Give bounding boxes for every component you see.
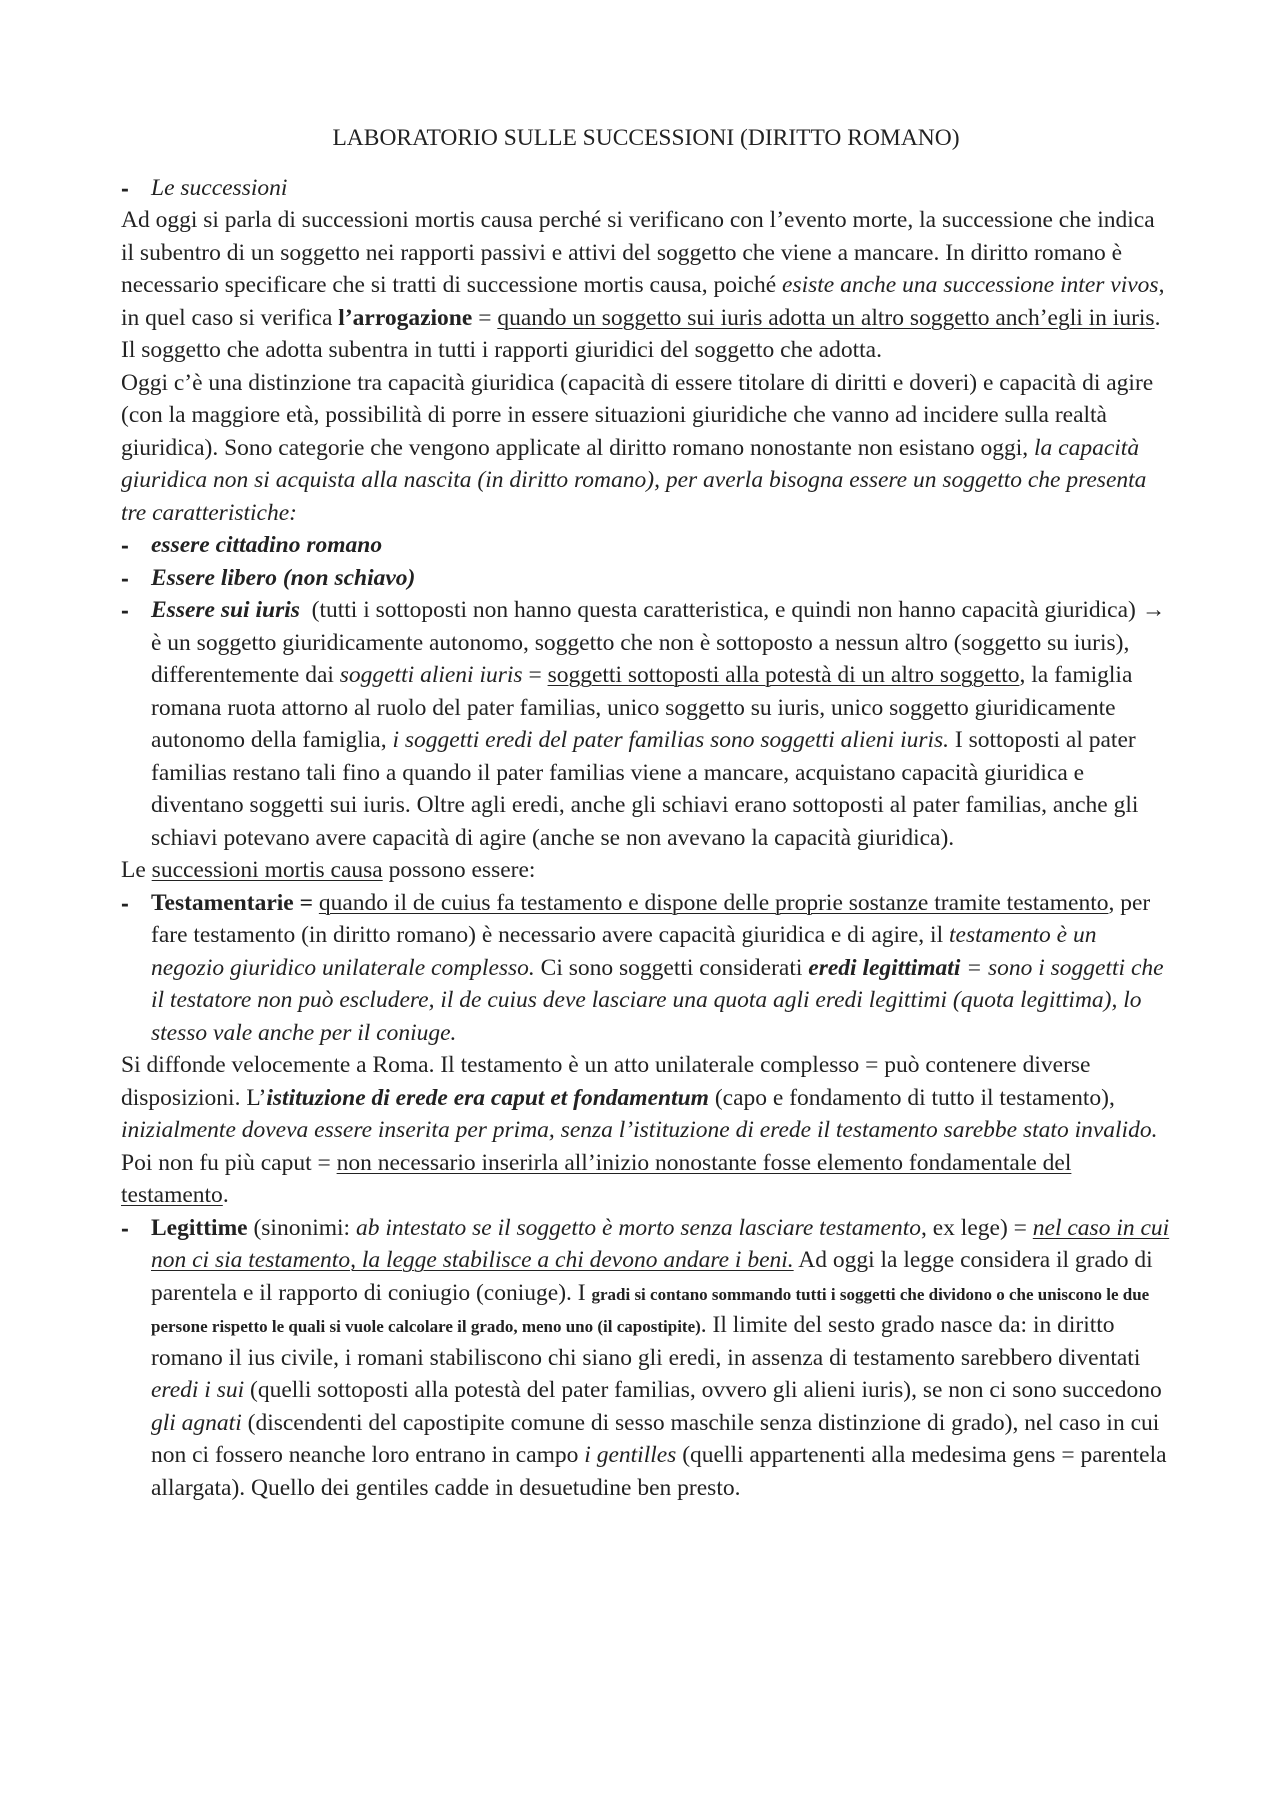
text: , ex lege) = — [921, 1214, 1033, 1241]
text: = — [522, 662, 548, 688]
underlined-italic-definition: nel caso in cui non ci sia testamento, la legge stabilisce a chi devono andare i beni. — [151, 1214, 1170, 1273]
underlined-term: successioni mortis causa — [151, 857, 383, 883]
text: (capo e fondamento di tutto il testamento), — [708, 1084, 1115, 1111]
italic-text: ab intestato se il soggetto è morto senza lasciare testamento — [355, 1214, 921, 1241]
text: (tutti i sottoposti non hanno questa caratteristica, e quindi non hanno capacità giuridica) → è un soggetto giuridicamente autonomo, soggetto che non è sottoposto a nessun altro (soggetto su iuris), differentemente dai — [151, 597, 1172, 688]
bold-italic-term: Essere sui iuris — [151, 597, 300, 623]
text: , in quel caso si verifica — [121, 272, 1165, 331]
text: (sinonimi: — [247, 1214, 356, 1241]
text: Oggi c’è una distinzione tra capacità giuridica (capacità di essere titolare di diritti e doveri) e capacità di agire (con la maggiore età, possibilità di porre in essere situazioni giuridiche che vanno ad incidere sulla realtà giuridica). Sono categorie che vengono applicate al diritto romano nonostante non esistano oggi, — [121, 369, 1154, 461]
text: . Il limite del sesto grado nasce da: in diritto romano il ius civile, i romani stabiliscono chi siano gli eredi, in assenza di testamento sarebbero diventati — [151, 1312, 1141, 1371]
bold-term: l’arrogazione — [338, 304, 473, 331]
text: , per fare testamento (in diritto romano) è necessario avere capacità giuridica e di agire, il — [151, 889, 1151, 948]
bold-term: Testamentarie = — [151, 889, 313, 916]
text: Si diffonde velocemente a Roma. Il testamento è un atto unilaterale complesso = può contenere diverse disposizioni. L’ — [121, 1052, 1091, 1111]
small-bold-note: gradi si contano sommando tutti i soggetti che dividono o che uniscono le due persone rispetto le quali si vuole calcolare il grado, meno uno (il capostipite) — [151, 1284, 1150, 1336]
text: = — [472, 304, 498, 331]
page-title: LABORATORIO SULLE SUCCESSIONI (DIRITTO ROMANO) — [332, 125, 960, 151]
underlined-definition: soggetti sottoposti alla potestà di un altro soggetto — [547, 662, 1020, 688]
paragraph-successioni — [121, 204, 1171, 367]
paragraph-tipi — [121, 854, 1171, 887]
section-heading-text: Le successioni — [151, 174, 288, 201]
text: Le — [121, 857, 152, 883]
bullet-sui-iuris — [121, 594, 1171, 854]
italic-text: i soggetti eredi del pater familias sono soggetti alieni iuris. — [392, 727, 950, 753]
italic-text: i gentilles — [584, 1442, 677, 1468]
bullet-text: essere cittadino romano — [151, 532, 383, 558]
text: I sottoposti al pater familias restano tali fino a quando il pater familias viene a mancare, acquistano capacità giuridica e diventano soggetti sui iuris. Oltre agli eredi, anche gli schiavi erano sottoposti al pater familias, anche gli schiavi potevano avere capacità di agire (anche se non avevano la capacità giuridica). — [151, 727, 1139, 851]
bullet-text: Essere libero (non schiavo) — [151, 564, 416, 591]
bold-italic-term: istituzione di erede era caput et fondamentum — [266, 1084, 709, 1111]
text: Ci sono soggetti considerati — [534, 954, 809, 981]
text: . Il soggetto che adotta subentra in tutti i rapporti giuridici del soggetto che adotta. — [121, 304, 1161, 363]
bullet-testamentarie — [121, 887, 1171, 1050]
bold-italic-term: eredi legittimati — [808, 954, 961, 981]
section-heading — [121, 172, 1171, 205]
text: (discendenti del capostipite comune di sesso maschile senza distinzione di grado), nel caso in cui non ci fossero neanche loro entrano in campo — [151, 1409, 1160, 1468]
italic-text: gli agnati — [151, 1409, 242, 1436]
paragraph-istituzione — [121, 1049, 1171, 1212]
text: , la famiglia romana ruota attorno al ruolo del pater familias, unico soggetto su iuris, unico soggetto giuridicamente autonomo della famiglia, — [151, 662, 1133, 753]
text: Ad oggi la legge considera il grado di parentela e il rapporto di coniugio (coniuge). I — [151, 1247, 1153, 1306]
document-page — [121, 122, 1171, 1504]
bold-term: Legittime — [151, 1214, 248, 1241]
text: Ad oggi si parla di successioni mortis causa perché si verificano con l’evento morte, la successione che indica il subentro di un soggetto nei rapporti passivi e attivi del soggetto che viene a mancare. In diritto romano è necessario specificare che si tratti di successione mortis causa, poiché — [121, 207, 1155, 298]
italic-text: soggetti alieni iuris — [339, 662, 523, 688]
italic-text: la capacità giuridica non si acquista alla nascita (in diritto romano), per averla bisogna essere un soggetto che presenta tre caratteristiche: — [121, 434, 1147, 526]
text: Poi non fu più caput = — [121, 1149, 337, 1176]
italic-text: esiste anche una successione inter vivos — [782, 272, 1159, 298]
text: . — [222, 1182, 229, 1208]
paragraph-capacita — [121, 367, 1171, 530]
italic-text: eredi i sui — [151, 1377, 245, 1403]
italic-text: = sono i soggetti che il testatore non può escludere, il de cuius deve lasciare una quota agli eredi legittimi (quota legittima), lo stesso vale anche per il coniuge. — [151, 954, 1164, 1046]
bullet-legittime — [121, 1212, 1171, 1505]
text: (quelli sottoposti alla potestà del pater familias, ovvero gli alieni iuris), se non ci sono succedono — [244, 1377, 1162, 1403]
underlined-definition: non necessario inserirla all’inizio nonostante fosse elemento fondamentale del testamento — [121, 1149, 1072, 1208]
italic-text: testamento è un negozio giuridico unilaterale complesso. — [151, 922, 1097, 981]
underlined-definition: quando il de cuius fa testamento e dispone delle proprie sostanze tramite testamento — [318, 889, 1109, 916]
underlined-definition: quando un soggetto sui iuris adotta un altro soggetto anch’egli in iuris — [497, 304, 1155, 331]
text: (quelli appartenenti alla medesima gens = parentela allargata). Quello dei gentiles cadde in desuetudine ben presto. — [151, 1442, 1167, 1501]
bullet-libero — [121, 562, 1171, 595]
italic-text: inizialmente doveva essere inserita per prima, senza l’istituzione di erede il testamento sarebbe stato invalido. — [121, 1117, 1158, 1143]
bullet-cittadino — [121, 529, 1171, 562]
text: possono essere: — [382, 857, 536, 883]
